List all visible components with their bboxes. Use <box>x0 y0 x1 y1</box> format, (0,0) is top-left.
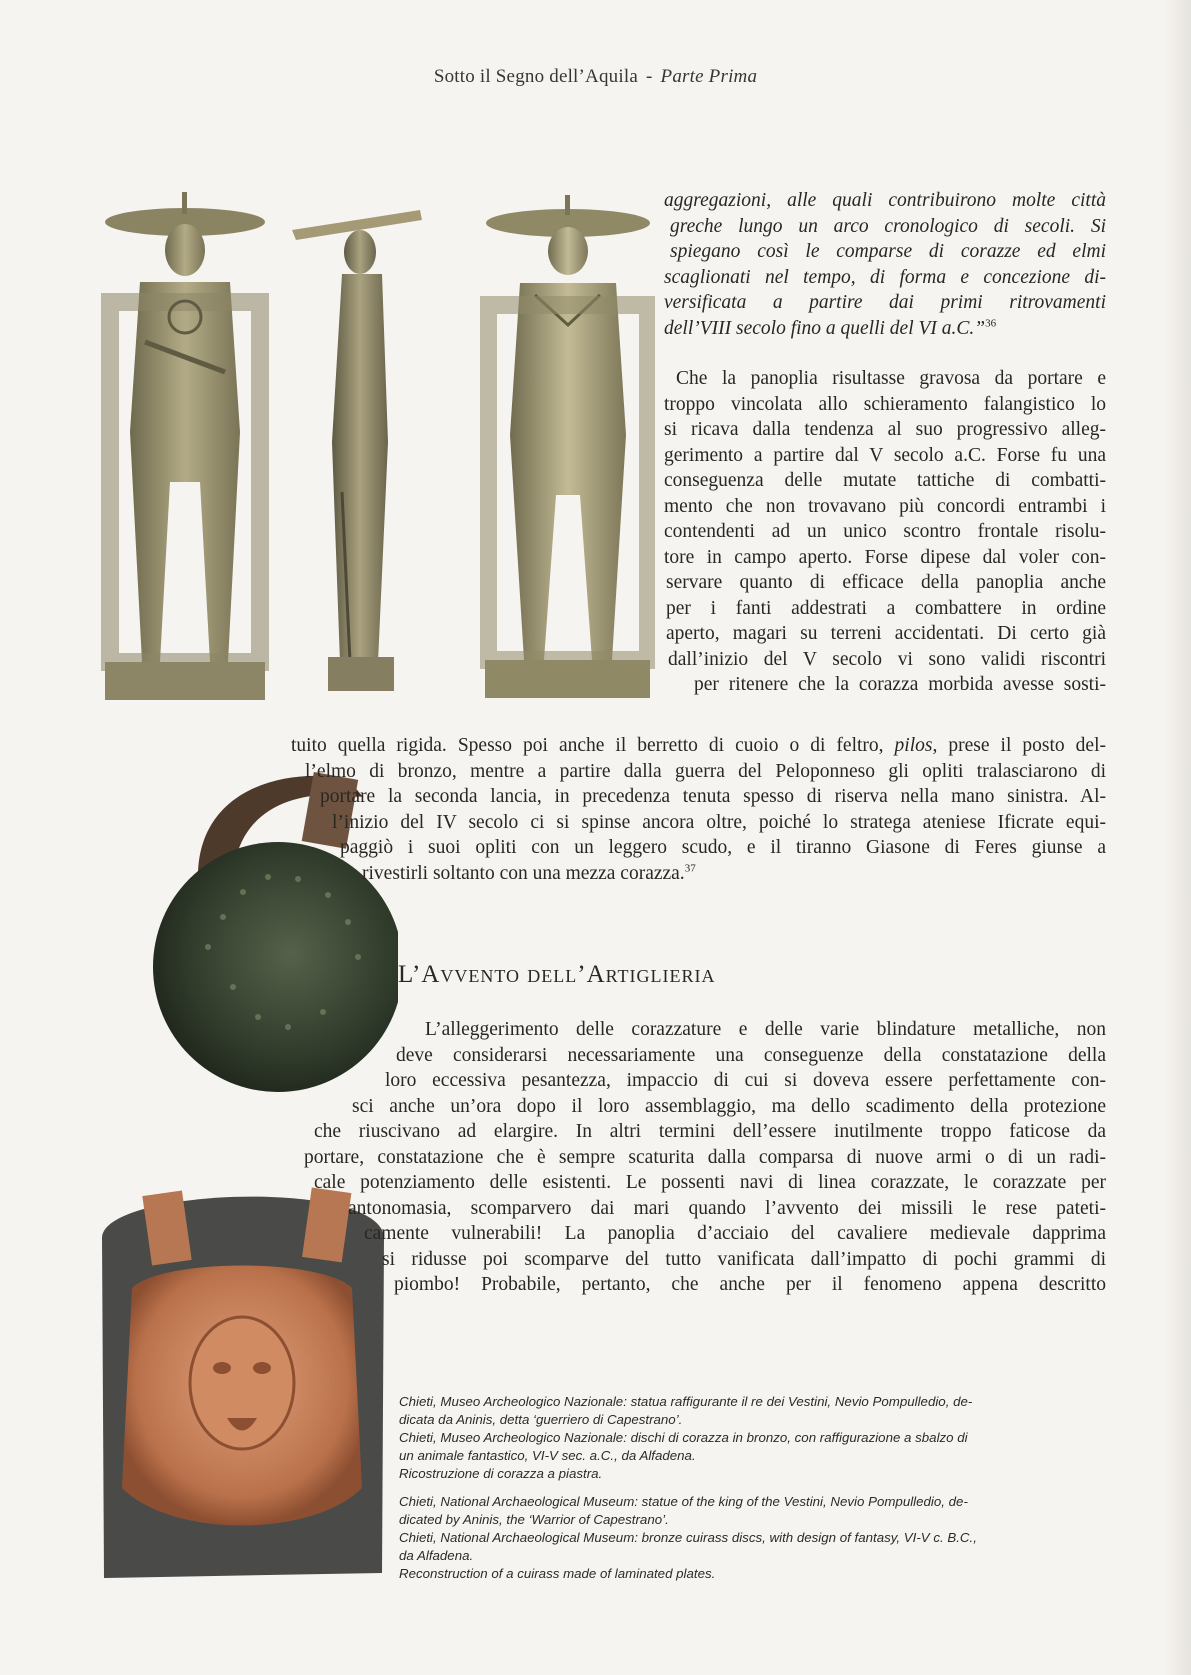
paragraph-panoplia <box>664 366 1106 698</box>
paragraph-line: Che la panoplia risultasse gravosa da portare e <box>676 368 1106 389</box>
paragraph-line: paggiò i suoi opliti con un leggero scudo, e il tiranno Giasone di Feres giunse a <box>340 837 1106 858</box>
paragraph-line: tore in campo aperto. Forse dipese dal voler con- <box>664 546 1106 568</box>
header-separator: - <box>645 66 653 87</box>
quote-line: spiegano così le comparse di corazze ed elmi <box>670 241 1106 262</box>
caption-it-line: Chieti, Museo Archeologico Nazionale: statua raffigurante il re dei Vestini, Nevio Pompulledio, de- <box>399 1394 973 1409</box>
paragraph-line: L’alleggerimento delle corazzature e delle varie blindature metalliche, non <box>425 1019 1106 1040</box>
paragraph-line: antonomasia, scomparvero dai mari quando l’avvento dei missili le rese pateti- <box>348 1197 1106 1219</box>
caption-it-line: Chieti, Museo Archeologico Nazionale: dischi di corazza in bronzo, con raffigurazione a sbalzo di <box>399 1430 968 1445</box>
section-heading: L’Avvento dell’Artiglieria <box>398 961 716 988</box>
paragraph-line: piombo! Probabile, pertanto, che anche per il fenomeno appena descritto <box>394 1274 1106 1295</box>
caption-it-line: Ricostruzione di corazza a piastra. <box>399 1466 603 1481</box>
paragraph-line: che riuscivano ad elargire. In altri termini dell’essere inutilmente troppo faticose da <box>314 1121 1106 1142</box>
paragraph-artiglieria <box>0 1017 1191 1298</box>
figure-captions <box>399 1393 1109 1583</box>
caption-en-line: Chieti, National Archaeological Museum: statue of the king of the Vestini, Nevio Pompulledio, de- <box>399 1494 968 1509</box>
warrior-statue-side-image <box>290 192 425 692</box>
line-italic-term: pilos <box>894 735 933 756</box>
caption-en-line: dicated by Aninis, the ‘Warrior of Capestrano’. <box>399 1512 669 1527</box>
paragraph-line <box>291 733 1106 759</box>
part-title: Parte Prima <box>660 66 758 87</box>
paragraph-line: dall’inizio del V secolo vi sono validi riscontri <box>668 648 1106 670</box>
line-text: rivestirli soltanto con una mezza corazza. <box>362 862 685 884</box>
paragraph-line: cale potenziamento delle esistenti. Le possenti navi di linea corazzate, le corazzate per <box>314 1172 1106 1193</box>
paragraph-line: per i fanti addestrati a combattere in ordine <box>666 597 1106 619</box>
paragraph-line: portare, constatazione che è sempre scaturita dalla comparsa di nuove armi o di un radi- <box>304 1146 1106 1168</box>
paragraph-line: troppo vincolata allo schieramento falangistico lo <box>664 393 1106 415</box>
paragraph-panoplia-continued <box>0 733 1191 886</box>
caption-it-line: un animale fantastico, VI-V sec. a.C., da Alfadena. <box>399 1448 696 1463</box>
quote-line: greche lungo un arco cronologico di secoli. Si <box>670 215 1106 237</box>
warrior-statue-back-image <box>480 195 655 700</box>
paragraph-line: sci anche un’ora dopo il loro assemblaggio, ma dello scadimento della protezione <box>352 1095 1106 1117</box>
quote-line: scaglionati nel tempo, di forma e concezione di- <box>664 266 1106 288</box>
paragraph-line: gerimento a partire dal V secolo a.C. Forse fu una <box>664 444 1106 466</box>
caption-en-line: Chieti, National Archaeological Museum: bronze cuirass discs, with design of fantasy, VI-V c. B.C., <box>399 1530 977 1545</box>
caption-spacer <box>399 1483 1109 1493</box>
quote-last-text: dell’VIII secolo fino a quelli del VI a.C.” <box>664 317 986 339</box>
paragraph-line: aperto, magari su terreni accidentati. Di certo già <box>666 623 1106 644</box>
running-header <box>0 66 1191 88</box>
paragraph-line: contendenti ad un unico scontro frontale risolu- <box>664 521 1106 542</box>
paragraph-line: si ricava dalla tendenza al suo progressivo alleg- <box>664 419 1106 440</box>
paragraph-line: si ridusse poi scomparve del tutto vanificata dall’impatto di pochi grammi di <box>382 1248 1106 1270</box>
footnote-ref-36: 36 <box>985 317 997 329</box>
book-title: Sotto il Segno dell’Aquila <box>433 66 638 87</box>
paragraph-line: camente vulnerabili! La panoplia d’acciaio del cavaliere medievale dapprima <box>364 1223 1106 1244</box>
caption-en-line: da Alfadena. <box>399 1548 474 1563</box>
paragraph-line: l’inizio del IV secolo ci si spinse ancora oltre, poiché lo stratega ateniese Ificrate equi- <box>332 811 1106 833</box>
paragraph-line: l’elmo di bronzo, mentre a partire dalla guerra del Peloponneso gli opliti tralasciarono di <box>305 760 1106 782</box>
paragraph-line: servare quanto di efficace della panoplia anche <box>666 572 1106 593</box>
footnote-ref-37: 37 <box>684 862 696 874</box>
paragraph-line: per ritenere che la corazza morbida avesse sosti- <box>694 674 1106 695</box>
block-quote <box>664 188 1106 341</box>
quote-line-last <box>664 316 1106 342</box>
caption-en-line: Reconstruction of a cuirass made of laminated plates. <box>399 1566 716 1581</box>
paragraph-line-last <box>362 861 1191 887</box>
quote-line: aggregazioni, alle quali contribuirono molte città <box>664 190 1106 211</box>
line-text: tuito quella rigida. Spesso poi anche il berretto di cuoio o di feltro, <box>291 735 895 756</box>
paragraph-line: mento che non trovavano più concordi entrambi i <box>664 495 1106 517</box>
paragraph-line: conseguenza delle mutate tattiche di combatti- <box>664 470 1106 491</box>
paragraph-line: loro eccessiva pesantezza, impaccio di cui si doveva essere perfettamente con- <box>385 1070 1106 1091</box>
paragraph-line: deve considerarsi necessariamente una conseguenze della constatazione della <box>396 1044 1106 1066</box>
quote-line: versificata a partire dai primi ritrovamenti <box>664 292 1106 313</box>
paragraph-line: portare la seconda lancia, in precedenza tenuta spesso di riserva nella mano sinistra. Al- <box>320 786 1106 807</box>
warrior-statue-front-image <box>100 192 270 702</box>
line-text: , prese il posto del- <box>932 735 1106 756</box>
caption-it-line: dicata da Aninis, detta ‘guerriero di Capestrano’. <box>399 1412 683 1427</box>
